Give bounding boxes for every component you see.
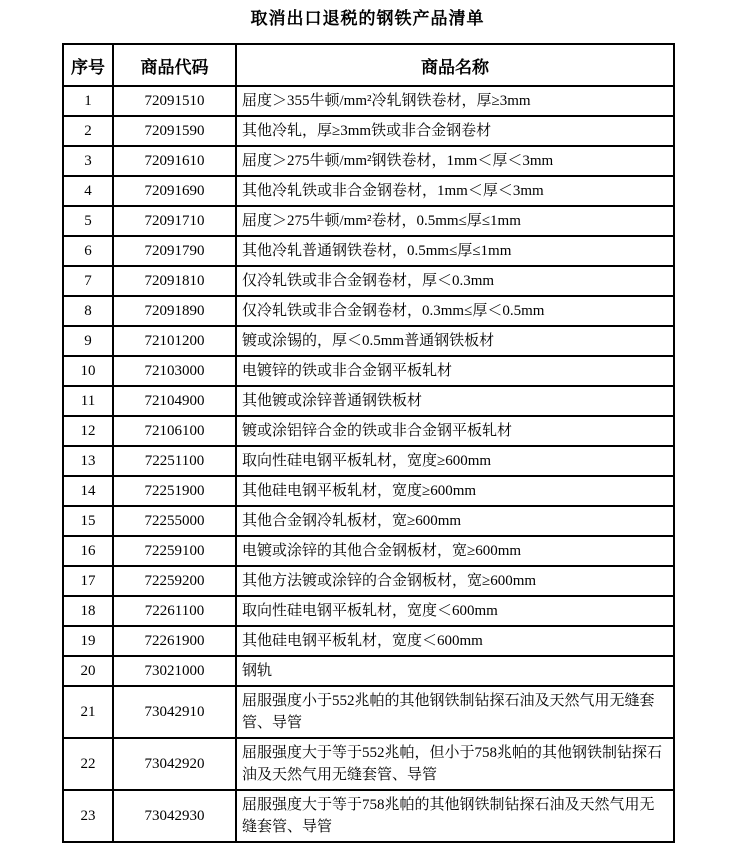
table-row (63, 176, 674, 206)
row-name-cell: 其他硅电钢平板轧材，宽度≥600mm (236, 476, 674, 506)
table-row (63, 566, 674, 596)
row-serial-cell: 15 (63, 506, 113, 536)
table-row (63, 476, 674, 506)
row-code-cell: 72261900 (113, 626, 236, 656)
row-code-cell: 73021000 (113, 656, 236, 686)
row-code-cell: 72091510 (113, 86, 236, 116)
row-serial-cell: 5 (63, 206, 113, 236)
table-row (63, 236, 674, 266)
row-code-cell: 72251100 (113, 446, 236, 476)
table-row (63, 116, 674, 146)
row-serial-cell: 8 (63, 296, 113, 326)
table-row (63, 596, 674, 626)
table-row (63, 296, 674, 326)
table-row (63, 626, 674, 656)
table-row (63, 416, 674, 446)
table-row (63, 506, 674, 536)
row-serial-cell: 9 (63, 326, 113, 356)
row-name-cell: 电镀锌的铁或非合金钢平板轧材 (236, 356, 674, 386)
row-code-cell: 72259200 (113, 566, 236, 596)
row-serial-cell: 19 (63, 626, 113, 656)
row-serial-cell: 16 (63, 536, 113, 566)
table-body (63, 86, 674, 842)
table-row (63, 656, 674, 686)
row-name-cell: 屈度＞275牛顿/mm²卷材，0.5mm≤厚≤1mm (236, 206, 674, 236)
row-name-cell: 其他方法镀或涂锌的合金钢板材，宽≥600mm (236, 566, 674, 596)
row-name-cell: 其他镀或涂锌普通钢铁板材 (236, 386, 674, 416)
row-code-cell: 72104900 (113, 386, 236, 416)
page-title: 取消出口退税的钢铁产品清单 (250, 9, 485, 28)
row-code-cell: 72101200 (113, 326, 236, 356)
row-code-cell: 72251900 (113, 476, 236, 506)
header-serial-number: 序号 (63, 44, 113, 86)
row-serial-cell: 7 (63, 266, 113, 296)
table-row (63, 536, 674, 566)
row-name-cell: 其他冷轧普通钢铁卷材，0.5mm≤厚≤1mm (236, 236, 674, 266)
row-name-cell: 其他冷轧铁或非合金钢卷材，1mm＜厚＜3mm (236, 176, 674, 206)
row-serial-cell: 4 (63, 176, 113, 206)
row-serial-cell: 10 (63, 356, 113, 386)
product-table (62, 43, 675, 843)
row-serial-cell: 20 (63, 656, 113, 686)
row-name-cell: 屈服强度小于552兆帕的其他钢铁制钻探石油及天然气用无缝套管、导管 (236, 686, 674, 738)
row-serial-cell: 23 (63, 790, 113, 842)
header-product-code: 商品代码 (113, 44, 236, 86)
row-name-cell: 镀或涂锡的，厚＜0.5mm普通钢铁板材 (236, 326, 674, 356)
table-row (63, 686, 674, 738)
row-code-cell: 72106100 (113, 416, 236, 446)
row-name-cell: 取向性硅电钢平板轧材，宽度＜600mm (236, 596, 674, 626)
row-serial-cell: 12 (63, 416, 113, 446)
row-name-cell: 屈度＞275牛顿/mm²钢铁卷材，1mm＜厚＜3mm (236, 146, 674, 176)
row-serial-cell: 11 (63, 386, 113, 416)
row-serial-cell: 21 (63, 686, 113, 738)
row-name-cell: 钢轨 (236, 656, 674, 686)
row-name-cell: 其他硅电钢平板轧材，宽度＜600mm (236, 626, 674, 656)
row-name-cell: 屈服强度大于等于552兆帕，但小于758兆帕的其他钢铁制钻探石油及天然气用无缝套管、导管 (236, 738, 674, 790)
row-code-cell: 73042920 (113, 738, 236, 790)
row-code-cell: 72091610 (113, 146, 236, 176)
row-code-cell: 72259100 (113, 536, 236, 566)
row-serial-cell: 18 (63, 596, 113, 626)
row-serial-cell: 2 (63, 116, 113, 146)
row-code-cell: 72091890 (113, 296, 236, 326)
table-row (63, 266, 674, 296)
table-row (63, 738, 674, 790)
row-name-cell: 仅冷轧铁或非合金钢卷材，厚＜0.3mm (236, 266, 674, 296)
row-code-cell: 72091690 (113, 176, 236, 206)
row-serial-cell: 6 (63, 236, 113, 266)
row-name-cell: 取向性硅电钢平板轧材，宽度≥600mm (236, 446, 674, 476)
table-row (63, 206, 674, 236)
table-row (63, 86, 674, 116)
row-code-cell: 72091590 (113, 116, 236, 146)
row-name-cell: 屈度＞355牛顿/mm²冷轧钢铁卷材，厚≥3mm (236, 86, 674, 116)
table-row (63, 790, 674, 842)
header-product-name: 商品名称 (236, 44, 674, 86)
row-code-cell: 72091710 (113, 206, 236, 236)
table-row (63, 146, 674, 176)
row-serial-cell: 17 (63, 566, 113, 596)
table-row (63, 326, 674, 356)
row-name-cell: 其他冷轧，厚≥3mm铁或非合金钢卷材 (236, 116, 674, 146)
row-code-cell: 72091810 (113, 266, 236, 296)
row-code-cell: 72255000 (113, 506, 236, 536)
row-serial-cell: 13 (63, 446, 113, 476)
row-code-cell: 73042910 (113, 686, 236, 738)
header-row (63, 44, 674, 86)
row-code-cell: 72103000 (113, 356, 236, 386)
row-name-cell: 镀或涂铝锌合金的铁或非合金钢平板轧材 (236, 416, 674, 446)
row-serial-cell: 1 (63, 86, 113, 116)
row-name-cell: 仅冷轧铁或非合金钢卷材，0.3mm≤厚＜0.5mm (236, 296, 674, 326)
row-serial-cell: 14 (63, 476, 113, 506)
row-code-cell: 72091790 (113, 236, 236, 266)
row-name-cell: 电镀或涂锌的其他合金钢板材，宽≥600mm (236, 536, 674, 566)
row-name-cell: 其他合金钢冷轧板材，宽≥600mm (236, 506, 674, 536)
table-row (63, 446, 674, 476)
row-serial-cell: 22 (63, 738, 113, 790)
row-name-cell: 屈服强度大于等于758兆帕的其他钢铁制钻探石油及天然气用无缝套管、导管 (236, 790, 674, 842)
row-code-cell: 73042930 (113, 790, 236, 842)
document-page (0, 9, 745, 857)
table-row (63, 386, 674, 416)
row-serial-cell: 3 (63, 146, 113, 176)
row-code-cell: 72261100 (113, 596, 236, 626)
table-row (63, 356, 674, 386)
